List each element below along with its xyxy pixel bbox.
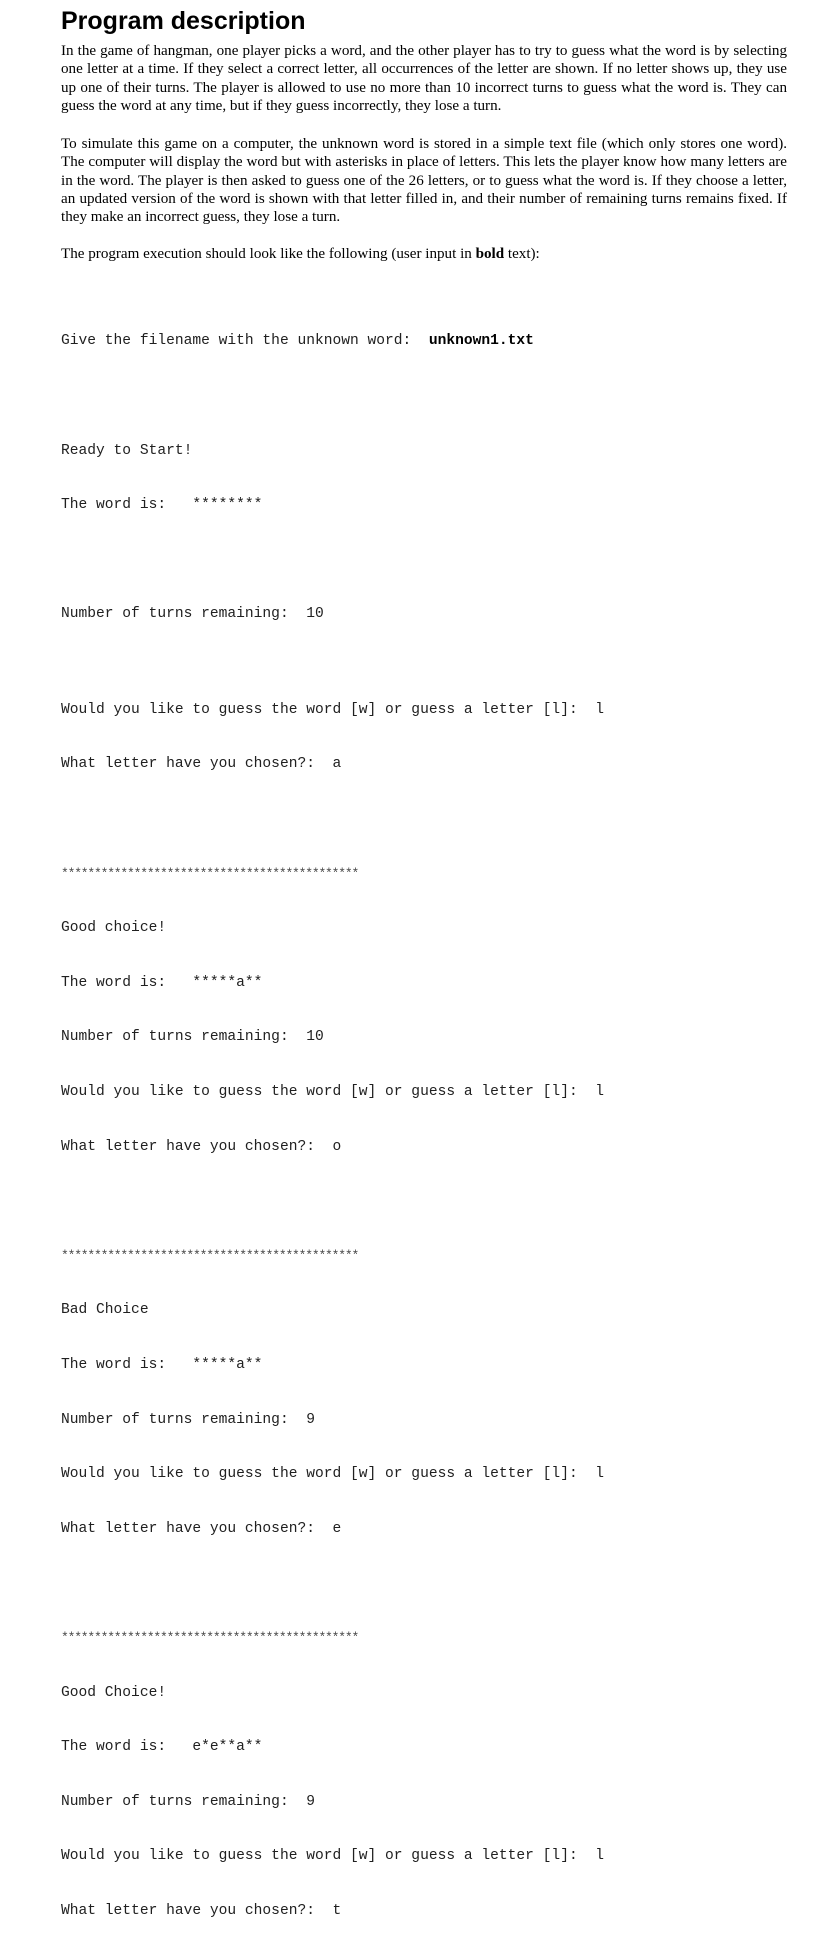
spacer bbox=[61, 660, 781, 665]
guess-mode-line: Would you like to guess the word [w] or guess a letter [l]: l bbox=[61, 1466, 604, 1483]
separator-line: ********************************************* bbox=[61, 1629, 359, 1645]
blank-line bbox=[61, 810, 781, 828]
blank-line bbox=[61, 1574, 781, 1592]
blank-line bbox=[61, 1192, 781, 1210]
execution-text-before: The program execution should look like the following (user input in bbox=[61, 245, 476, 262]
execution-paragraph bbox=[61, 245, 787, 263]
turns-line: Number of turns remaining: 9 bbox=[61, 1411, 315, 1428]
letter-line: What letter have you chosen?: a bbox=[61, 756, 342, 773]
execution-text-bold: bold bbox=[475, 245, 505, 262]
simulation-paragraph: To simulate this game on a computer, the unknown word is stored in a simple text file (which only stores one word). The computer will display the word but with asterisks in place of letters. This lets the player know how many letters are in the word. The player is then asked to guess one of the 26 letters, or to guess what the word is. If they choose a letter, an updated version of the word is shown with that letter filled in, and their number of remaining turns remains fixed. If they make an incorrect guess, they lose a turn. bbox=[61, 136, 787, 226]
result-line: Bad Choice bbox=[61, 1302, 149, 1319]
separator-line: ********************************************* bbox=[61, 1247, 359, 1263]
execution-text-after: text): bbox=[504, 245, 540, 262]
page-title: Program description bbox=[61, 7, 306, 35]
separator-line: ********************************************* bbox=[61, 865, 359, 881]
letter-line: What letter have you chosen?: o bbox=[61, 1138, 342, 1155]
console-transcript bbox=[61, 296, 781, 1938]
word-line: The word is: e*e**a** bbox=[61, 1739, 263, 1756]
turns-line: Number of turns remaining: 10 bbox=[61, 606, 324, 623]
result-line: Good choice! bbox=[61, 920, 167, 937]
blank-line bbox=[61, 551, 781, 569]
intro-paragraph: In the game of hangman, one player picks a word, and the other player has to try to guess what the word is by selecting one letter at a time. If they select a correct letter, all occurrences of the letter are shown. If no letter shows up, they use up one of their turns. The player is allowed to use no more than 10 incorrect turns to guess what the word is. They can guess the word at any time, but if they guess incorrectly, they lose a turn. bbox=[61, 43, 787, 114]
guess-mode-line: Would you like to guess the word [w] or guess a letter [l]: l bbox=[61, 1084, 604, 1101]
turns-line: Number of turns remaining: 10 bbox=[61, 1029, 324, 1046]
filename-prompt-line bbox=[61, 332, 781, 350]
document-page bbox=[61, 0, 787, 263]
turns-line: Number of turns remaining: 9 bbox=[61, 1793, 315, 1810]
letter-line: What letter have you chosen?: e bbox=[61, 1520, 342, 1537]
filename-input: unknown1.txt bbox=[428, 333, 534, 350]
guess-mode-line: Would you like to guess the word [w] or guess a letter [l]: l bbox=[61, 1848, 604, 1865]
word-line: The word is: *****a** bbox=[61, 974, 263, 991]
word-line: The word is: *****a** bbox=[61, 1357, 263, 1373]
guess-mode-line: Would you like to guess the word [w] or guess a letter [l]: l bbox=[61, 701, 604, 718]
filename-prompt: Give the filename with the unknown word: bbox=[61, 333, 429, 350]
blank-line bbox=[61, 387, 781, 405]
result-line: Good Choice! bbox=[61, 1684, 167, 1701]
ready-line: Ready to Start! bbox=[61, 442, 193, 459]
letter-line: What letter have you chosen?: t bbox=[61, 1902, 342, 1919]
word-line: The word is: ******** bbox=[61, 497, 263, 514]
